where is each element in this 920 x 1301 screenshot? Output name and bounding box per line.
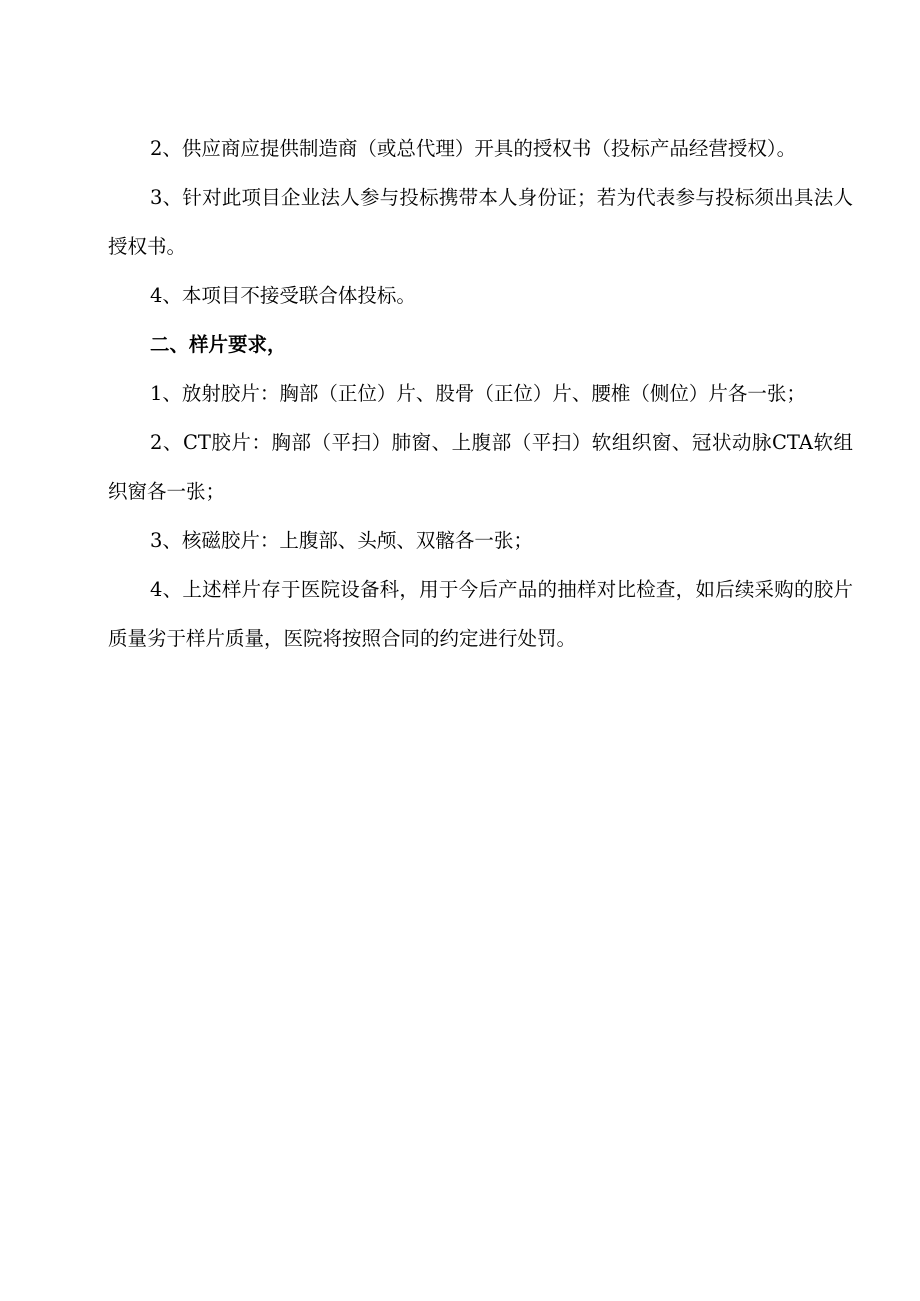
paragraph-sample-storage: 4、上述样片存于医院设备科，用于今后产品的抽样对比检查，如后续采购的胶片质量劣于样片质量，医院将按照合同的约定进行处罚。 — [108, 578, 853, 650]
paragraph-mri-film: 3、核磁胶片：上腹部、头颅、双髂各一张； — [150, 529, 533, 552]
document-body — [108, 124, 853, 663]
section-heading-sample-requirements: 二、样片要求， — [150, 333, 287, 356]
paragraph-ct-film: 2、CT胶片：胸部（平扫）肺窗、上腹部（平扫）软组织窗、冠状动脉CTA软组织窗各一张； — [108, 431, 853, 503]
paragraph-radiology-film: 1、放射胶片：胸部（正位）片、股骨（正位）片、腰椎（侧位）片各一张； — [150, 382, 806, 405]
paragraph-authorization: 2、供应商应提供制造商（或总代理）开具的授权书（投标产品经营授权）。 — [150, 137, 797, 160]
paragraph-no-consortium: 4、本项目不接受联合体投标。 — [150, 284, 416, 307]
paragraph-legal-representative: 3、针对此项目企业法人参与投标携带本人身份证；若为代表参与投标须出具法人授权书。 — [108, 186, 853, 258]
